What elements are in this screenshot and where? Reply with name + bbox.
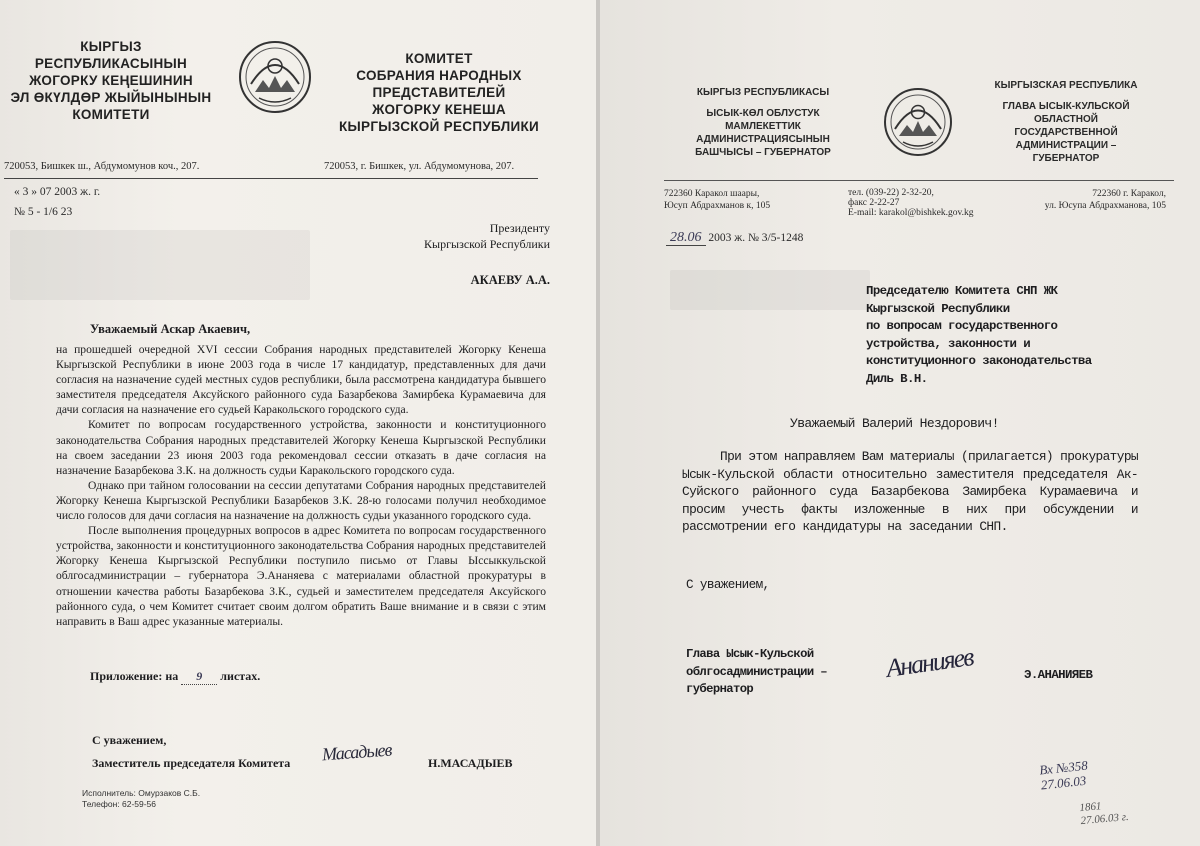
addressee-line: Председателю Комитета СНП ЖК: [866, 284, 1058, 298]
attachment-count: 9: [181, 669, 217, 685]
signer-title-line: облгосадминистрации –: [686, 664, 827, 679]
header-kg-line: МАМЛЕКЕТТИК: [725, 121, 801, 132]
addressee-line: Диль В.Н.: [866, 371, 928, 386]
header-ru-line: ОБЛАСТНОЙ: [1034, 114, 1098, 125]
addressee-line: Президенту: [489, 221, 550, 235]
outgoing-date-line: [666, 230, 803, 246]
address-kg-line: 722360 Каракол шаары,: [664, 189, 760, 199]
header-ru-line: КЫРГЫЗСКОЙ РЕСПУБЛИКИ: [338, 119, 540, 134]
header-kg-line: РЕСПУБЛИКАСЫНЫН: [34, 56, 188, 71]
left-letter: [0, 0, 596, 846]
addressee-name: АКАЕВУ А.А.: [470, 273, 550, 287]
addressee-line: конституционного законодательства: [866, 354, 1092, 369]
body-paragraph: После выполнения процедурных вопросов в адрес Комитета по вопросам государственного устройства, законности и конституционного законодательства Собрания народных представителей Жогорку Кенеша Кыргызской Республики поступило письмо от Главы Ыссыккульской облгосадминистрации – губернатора Э.Ананяева с материалами областной прокуратуры в отношении качества работы Базарбекова З.К., судьей и заместителем председателя Аксуйского районного суда, о чем Комитет считает своим долгом обратить Ваше внимание и в связи с этим направить в Ваш адрес указанные материалы.: [56, 524, 546, 628]
contact-fax: факс 2-22-27: [848, 198, 900, 208]
executor-phone: Телефон: 62-59-56: [82, 799, 157, 809]
registration-note-line: 27.06.03 г.: [1080, 810, 1130, 828]
header-kg: [668, 86, 858, 159]
body-paragraph: Комитет по вопросам государственного устройства, законности и конституционного законодательства Собрания народных представителей Жогорку Кенеша Кыргызской Республики на своем заседании 23 июня 2003 года рекомендовал сессии отказать в даче согласия на назначение Базарбекова З.К. на должность судьи Каракольского городского суда.: [56, 418, 546, 477]
address-ru-line: 722360 г. Каракол,: [1092, 189, 1166, 199]
header-kg: [0, 38, 222, 123]
closing: С уважением,: [686, 578, 770, 592]
address-ru: 720053, г. Бишкек, ул. Абдумомунова, 207.: [324, 161, 515, 172]
outgoing-date: 28.06: [666, 230, 706, 246]
executor-block: [82, 788, 200, 810]
registration-note-2: [1079, 798, 1129, 828]
registration-note-line: 1861: [1078, 800, 1102, 815]
addressee-line: устройства, законности и: [866, 336, 1031, 351]
address-kg-line: Юсуп Абдрахманов к, 105: [664, 201, 771, 211]
header-kg-line: КЫРГЫЗ РЕСПУБЛИКАСЫ: [696, 87, 830, 98]
address-kg: [664, 188, 770, 212]
letter-body: [682, 448, 1138, 536]
header-ru-line: ПРЕДСТАВИТЕЛЕЙ: [372, 85, 506, 100]
state-emblem-icon: [882, 84, 954, 160]
registration-note-line: Вх №358: [1038, 757, 1089, 778]
header-ru-line: ГУБЕРНАТОР: [1032, 153, 1100, 164]
address-kg: 720053, Бишкек ш., Абдумомунов коч., 207.: [4, 161, 200, 172]
attachment-line: [90, 669, 260, 685]
signature: Масадыев: [321, 739, 392, 765]
address-ru-line: ул. Юсупа Абдрахманова, 105: [1044, 201, 1166, 211]
attachment-unit: листах.: [220, 669, 261, 683]
signer-name: Н.МАСАДЫЕВ: [428, 756, 513, 770]
closing: С уважением,: [92, 733, 167, 747]
right-letter: [600, 0, 1200, 846]
contacts: [848, 188, 974, 218]
registration-note: [1039, 758, 1090, 793]
header-ru-line: СОБРАНИЯ НАРОДНЫХ: [356, 68, 522, 83]
signer-title-line: Глава Ысык-Кульской: [686, 647, 814, 661]
addressee-line: Кыргызской Республики: [866, 301, 1010, 316]
letter-body: [56, 342, 546, 629]
attachment-label: Приложение: на: [90, 669, 179, 683]
address-ru: [1030, 188, 1166, 212]
header-ru: [330, 50, 548, 135]
header-ru-line: КОМИТЕТ: [405, 51, 473, 66]
salutation: Уважаемый Аскар Акаевич,: [90, 322, 251, 336]
header-kg-line: ЖОГОРКУ КЕҢЕШИНИН: [29, 73, 193, 88]
body-paragraph: на прошедшей очередной XVI сессии Собрания народных представителей Жогорку Кенеша Кыргызской Республики в июне 2003 года в числе 17 кандидатур, представленных для дачи согласия на назначение судей местных судов республики, была рассмотрена кандидатура бывшего заместителя председателя Аксуйского районного суда Базарбекова Замирбека Курамаевича для дачи согласия на назначение его судьей Каракольского городского суда.: [56, 343, 546, 417]
outgoing-number: 2003 ж. № 3/5-1248: [708, 232, 804, 244]
signature: Ананияев: [884, 642, 975, 683]
bleed-through-text: [10, 230, 310, 300]
header-divider: [664, 180, 1174, 181]
state-emblem-icon: [237, 36, 313, 118]
header-ru-line: КЫРГЫЗСКАЯ РЕСПУБЛИКА: [994, 80, 1138, 91]
header-kg-line: КЫРГЫЗ: [80, 39, 142, 54]
addressee-line: Кыргызской Республики: [424, 237, 550, 251]
body-paragraph: При этом направляем Вам материалы (прилагается) прокуратуры Ысык-Кульской области относительно заместителя председателя Ак-Суйского районного суда Базарбекова Замирбека Курамаевича и просим учесть факты изложенные в них при обсуждении и рассмотрении его кандидатуры на заседании СНП.: [682, 449, 1138, 534]
header-ru: [978, 79, 1154, 165]
outgoing-date: « 3 » 07 2003 ж. г.: [14, 186, 101, 198]
addressee-line: по вопросам государственного: [866, 319, 1058, 334]
addressee-block: [380, 220, 550, 288]
header-ru-line: ГЛАВА ЫСЫК-КУЛЬСКОЙ: [1002, 101, 1130, 112]
contact-email: E-mail: karakol@bishkek.gov.kg: [848, 208, 974, 218]
signer-title-line: губернатор: [686, 682, 754, 696]
header-kg-line: ЭЛ ӨКҮЛДӨР ЖЫЙЫНЫНЫН: [10, 90, 212, 105]
addressee-block: [866, 283, 1092, 389]
header-ru-line: АДМИНИСТРАЦИИ –: [1015, 140, 1117, 151]
body-paragraph: Однако при тайном голосовании на сессии депутатами Собрания народных представителей Жогорку Кенеша Кыргызской Республики Базарбеков З.К. 28-ю голосами получил необходимое число голосов для дачи согласия на назначение на должность судьи указанного городского суда.: [56, 478, 546, 523]
contact-phone: тел. (039-22) 2-32-20,: [848, 188, 934, 198]
salutation: Уважаемый Валерий Нездорович!: [790, 416, 999, 431]
signer-title: [686, 646, 827, 699]
header-kg-line: ЫСЫК-КӨЛ ОБЛУСТУК: [706, 108, 820, 119]
outgoing-number: № 5 - 1/6 23: [14, 206, 73, 218]
executor: Исполнитель: Омурзаков С.Б.: [82, 788, 201, 798]
header-divider: [4, 178, 538, 179]
header-kg-line: АДМИНИСТРАЦИЯСЫНЫН: [696, 134, 830, 145]
header-ru-line: ЖОГОРКУ КЕНЕША: [372, 102, 506, 117]
signer-title: Заместитель председателя Комитета: [92, 756, 291, 770]
signer-name: Э.АНАНИЯЕВ: [1024, 668, 1093, 682]
header-ru-line: ГОСУДАРСТВЕННОЙ: [1014, 127, 1118, 138]
header-kg-line: КОМИТЕТИ: [72, 107, 150, 122]
bleed-through-text: [670, 270, 870, 310]
registration-note-line: 27.06.03: [1040, 772, 1087, 793]
header-kg-line: БАШЧЫСЫ – ГУБЕРНАТОР: [695, 147, 831, 158]
